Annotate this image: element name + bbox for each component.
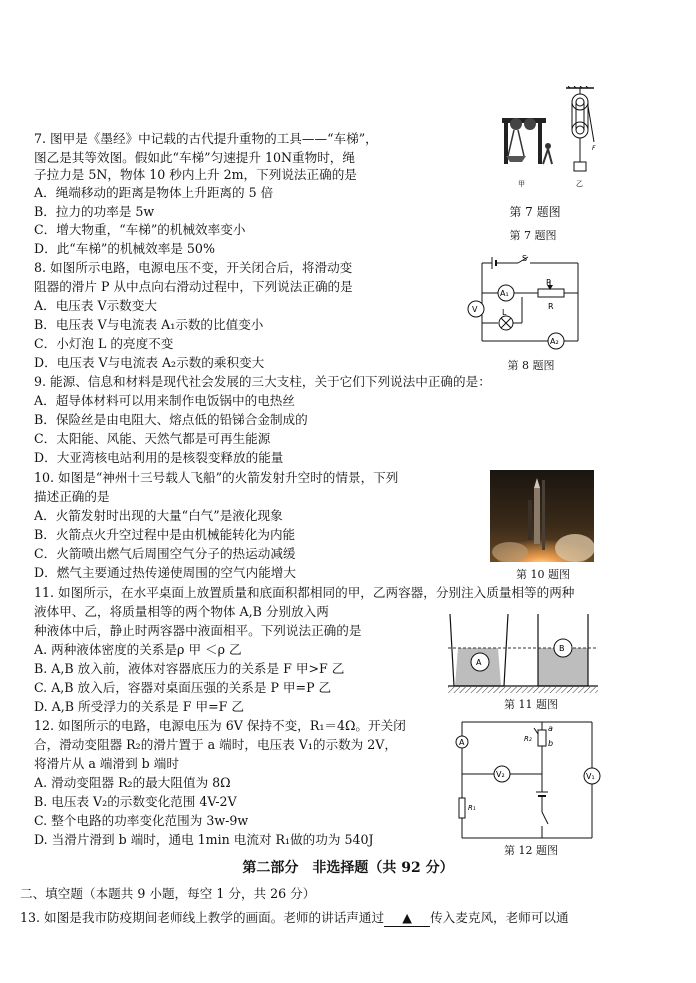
q7-option-b: B．拉力的功率是 5w <box>34 204 155 219</box>
q7-line-2: 图乙是其等效图。假如此“车梯”匀速提升 10N重物时，绳 <box>34 150 355 165</box>
q12-option-b: B. 电压表 V₂的示数变化范围 4V-2V <box>34 794 237 809</box>
q11-line-3: 种液体中后，静止时两容器中液面相平。下列说法正确的是 <box>34 623 362 638</box>
q7-caption-2: 第 7 题图 <box>509 229 557 242</box>
q7-line-1: 7. 图甲是《墨经》中记载的古代提升重物的工具——“车梯”， <box>34 131 378 146</box>
q7-figure-jia <box>502 118 552 188</box>
q11-option-b: B. A,B 放入前，液体对容器底压力的关系是 F 甲>F 乙 <box>34 661 345 676</box>
q8-label-a1: A₁ <box>500 289 509 298</box>
q13-answer-blank[interactable]: ▲ <box>384 910 430 927</box>
q9-option-a: A．超导体材料可以用来制作电饭锅中的电热丝 <box>34 393 295 408</box>
q12-label-a: A <box>459 738 465 747</box>
q12-option-c: C. 整个电路的功率变化范围为 3w-9w <box>34 813 249 828</box>
q10-option-d: D．燃气主要通过热传递使周围的空气内能增大 <box>34 565 296 580</box>
q11-caption: 第 11 题图 <box>504 698 558 711</box>
q7-figure-yi <box>566 86 596 188</box>
q12-label-a-end: a <box>548 724 553 733</box>
q7-option-d: D．此“车梯”的机械效率是 50% <box>34 241 215 256</box>
q12-label-r1: R₁ <box>468 804 476 812</box>
q10-caption: 第 10 题图 <box>516 568 570 581</box>
q10-option-c: C．火箭喷出燃气后周围空气分子的热运动减缓 <box>34 546 296 561</box>
q8-caption: 第 8 题图 <box>507 359 555 372</box>
section-2-header: 二、填空题（本题共 9 小题，每空 1 分，共 26 分） <box>20 886 316 901</box>
q8-option-d: D．电压表 V与电流表 A₂示数的乘积变大 <box>34 355 265 370</box>
q9-option-c: C．太阳能、风能、天然气都是可再生能源 <box>34 431 271 446</box>
q7-label-jia: 甲 <box>518 180 525 188</box>
q12-circuit <box>452 716 602 846</box>
q8-line-2: 阻器的滑片 P 从中点向右滑动过程中，下列说法正确的是 <box>34 279 353 294</box>
q11-containers <box>448 608 598 694</box>
q12-line-2: 合，滑动变阻器 R₂的滑片置于 a 端时，电压表 V₁的示数为 2V， <box>34 737 397 752</box>
q8-label-r: R <box>548 302 554 311</box>
question-13 <box>20 910 569 927</box>
q11-option-d: D. A,B 所受浮力的关系是 F 甲=F 乙 <box>34 699 244 714</box>
q8-line-1: 8. 如图所示电路，电源电压不变，开关闭合后，将滑动变 <box>34 260 353 275</box>
q12-label-r2: R₂ <box>524 735 532 743</box>
rocket-launch-photo <box>490 470 594 562</box>
q8-label-p: P <box>546 278 551 287</box>
q13-text-pre: 13. 如图是我市防疫期间老师线上教学的画面。老师的讲话声通过 <box>20 910 385 925</box>
q7-label-yi: 乙 <box>576 180 583 188</box>
q11-line-2: 液体甲、乙，将质量相等的两个物体 A,B 分别放入两 <box>34 604 329 619</box>
q8-label-l: L <box>502 308 507 317</box>
q8-label-a2: A₂ <box>550 337 559 346</box>
q7-caption-1: 第 7 题图 <box>509 205 561 219</box>
q9-option-d: D．大亚湾核电站利用的是核裂变释放的能量 <box>34 450 284 465</box>
q12-label-v1: V₁ <box>586 772 595 781</box>
q8-label-v: V <box>472 305 478 314</box>
q9-line-1: 9. 能源、信息和材料是现代社会发展的三大支柱，关于它们下列说法中正确的是： <box>34 374 491 389</box>
q8-option-a: A．电压表 V示数变大 <box>34 298 157 313</box>
q10-line-1: 10. 如图是“神州十三号载人飞船”的火箭发射升空时的情景，下列 <box>34 470 399 485</box>
q11-label-a: A <box>476 658 482 667</box>
q8-option-b: B．电压表 V与电流表 A₁示数的比值变小 <box>34 317 264 332</box>
q7-line-3: 子拉力是 5N，物体 10 秒内上升 2m，下列说法正确的是 <box>34 167 357 182</box>
q10-option-b: B．火箭点火升空过程中是由机械能转化为内能 <box>34 527 296 542</box>
q12-line-3: 将滑片从 a 端滑到 b 端时 <box>34 756 179 771</box>
q7-option-a: A．绳端移动的距离是物体上升距离的 5 倍 <box>34 185 274 200</box>
q10-option-a: A．火箭发射时出现的大量“白气”是液化现象 <box>34 508 283 523</box>
q11-option-a: A. 两种液体密度的关系是ρ 甲 ＜ρ 乙 <box>34 642 242 657</box>
q7-figure <box>496 86 606 194</box>
q12-option-d: D. 当滑片滑到 b 端时，通电 1min 电流对 R₁做的功为 540J <box>34 832 374 847</box>
q11-label-b: B <box>559 644 565 653</box>
q12-label-v2: V₂ <box>496 770 505 779</box>
q12-caption: 第 12 题图 <box>504 844 558 857</box>
q13-text-post: 传入麦克风，老师可以通 <box>430 910 569 925</box>
q11-line-1: 11. 如图所示，在水平桌面上放置质量和底面积都相同的甲，乙两容器，分别注入质量相等的两种 <box>34 585 575 600</box>
q12-label-b-end: b <box>548 739 554 748</box>
q10-line-2: 描述正确的是 <box>34 489 110 504</box>
q9-option-b: B．保险丝是由电阻大、熔点低的铅锑合金制成的 <box>34 412 308 427</box>
q8-circuit <box>462 255 582 351</box>
q7-label-f: F <box>592 145 596 152</box>
q12-line-1: 12. 如图所示的电路，电源电压为 6V 保持不变，R₁＝4Ω。开关闭 <box>34 718 406 733</box>
q11-option-c: C. A,B 放入后，容器对桌面压强的关系是 P 甲=P 乙 <box>34 680 332 695</box>
q7-option-c: C．增大物重，“车梯”的机械效率变小 <box>34 222 246 237</box>
q8-option-c: C．小灯泡 L 的亮度不变 <box>34 336 174 351</box>
part-2-title: 第二部分 非选择题（共 92 分） <box>242 860 454 876</box>
q12-option-a: A. 滑动变阻器 R₂的最大阻值为 8Ω <box>34 775 231 790</box>
q8-label-s: S <box>522 255 528 263</box>
